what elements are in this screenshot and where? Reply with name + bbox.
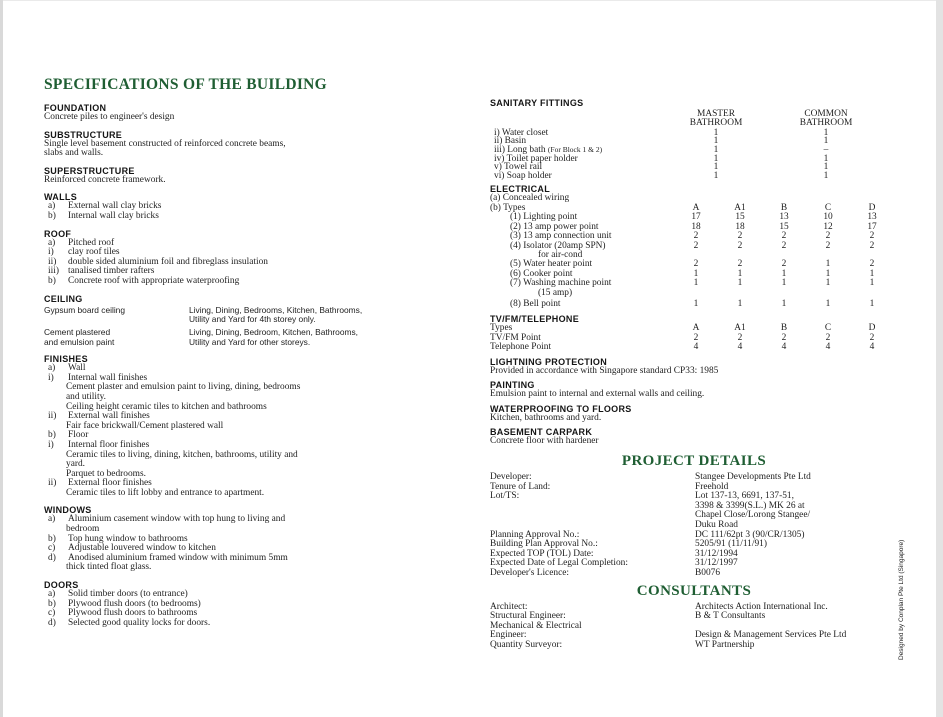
section-heading: SUBSTRUCTURE (44, 129, 123, 140)
list-item: ii) double sided aluminium foil and fibreglass insulation (48, 256, 268, 267)
section-heading: FINISHES (44, 354, 88, 365)
table-row: iii) Long bath (For Block 1 & 2) 1 – (494, 145, 829, 155)
left-gutter (0, 0, 3, 717)
substructure-section (44, 130, 454, 159)
list-item: yard. (66, 459, 86, 470)
section-heading: ELECTRICAL (490, 184, 550, 195)
carpark-section (490, 427, 898, 447)
list-item: i) clay roof tiles (48, 247, 120, 258)
section-heading: CEILING (44, 293, 83, 304)
project-details (490, 473, 898, 579)
detail-row: Planning Approval No.: DC 111/62pt 3 (90/CR/1305) (490, 529, 805, 540)
foundation-section (44, 103, 454, 123)
table-row: i) Water closet 1 1 (494, 127, 829, 138)
section-text: Concrete piles to engineer's design (44, 112, 175, 122)
detail-row: Developer's Licence: B0076 (490, 567, 721, 578)
table-row: (15 amp) (538, 287, 573, 298)
list-item: b) Top hung window to bathrooms (48, 533, 188, 544)
list-item: Ceiling height ceramic tiles to kitchen and bathrooms (66, 401, 267, 412)
section-heading: WALLS (44, 192, 77, 203)
table-row: for air-cond (538, 250, 583, 260)
project-details-title: PROJECT DETAILS (621, 453, 767, 470)
table-row: TV/FM Point 2 2 2 2 2 (490, 332, 875, 343)
section-heading: WINDOWS (44, 505, 92, 516)
section-heading: BASEMENT CARPARK (490, 427, 593, 438)
table-row: v) Towel rail 1 1 (494, 162, 829, 173)
list-item: ii) External floor finishes (48, 478, 152, 489)
table-row: vi) Soap holder 1 1 (494, 170, 829, 181)
detail-row: Structural Engineer: B & T Consultants (490, 611, 766, 622)
doors-section (44, 580, 454, 628)
detail-row: Expected TOP (TOL) Date: 31/12/1994 (490, 548, 738, 559)
lightning-section (490, 357, 898, 377)
finishes-section (44, 354, 454, 498)
section-heading: DOORS (44, 580, 79, 591)
list-item: b) Concrete roof with appropriate waterproofing (48, 275, 240, 286)
painting-section (490, 380, 898, 400)
table-row: (2) 13 amp power point 18 18 15 12 17 (510, 221, 877, 232)
list-item: and utility. (66, 391, 107, 402)
section-heading: SANITARY FITTINGS (490, 98, 584, 108)
section-text: Provided in accordance with Singapore standard CP33: 1985 (490, 365, 719, 376)
sanitary-section (490, 98, 898, 180)
list-item: d) Anodised aluminium framed window with minimum 5mm (48, 552, 288, 563)
consultants-list (490, 603, 898, 651)
right-edge (936, 0, 943, 717)
top-edge (0, 0, 943, 1)
windows-section (44, 505, 454, 573)
section-heading: PAINTING (490, 380, 535, 391)
superstructure-section (44, 166, 454, 186)
section-heading: TV/FM/TELEPHONE (490, 314, 580, 325)
section-heading: FOUNDATION (44, 103, 107, 113)
section-text: Reinforced concrete framework. (44, 174, 166, 185)
list-item: Fair face brickwall/Cement plastered wall (66, 420, 224, 431)
detail-row: Tenure of Land: Freehold (490, 481, 729, 492)
list-item: i) Internal wall finishes (48, 372, 148, 383)
table-row: (3) 13 amp connection unit 2 2 2 2 2 (510, 231, 875, 242)
section-heading: WATERPROOFING TO FLOORS (490, 403, 632, 414)
list-item: b) Floor (48, 430, 89, 441)
table-row: iv) Toilet paper holder 1 1 (494, 153, 829, 164)
list-item: b) Internal wall clay bricks (48, 210, 159, 221)
section-text: Concrete floor with hardener (490, 436, 599, 447)
table-row: (1) Lighting point 17 15 13 10 13 (510, 212, 877, 223)
tv-section (490, 314, 898, 352)
table-row: (4) Isolator (20amp SPN) 2 2 2 2 2 (510, 240, 875, 251)
detail-row: Developer: Stangee Developments Pte Ltd (490, 472, 811, 483)
section-heading: ROOF (44, 228, 72, 239)
walls-section (44, 192, 454, 221)
detail-row: Building Plan Approval No.: 5205/91 (11/11/91) (490, 539, 767, 550)
section-text: Single level basement constructed of reinforced concrete beams, (44, 138, 286, 149)
table-header-row: (b) Types A A1 B C D (490, 202, 876, 213)
roof-section (44, 229, 454, 287)
list-item: d) Selected good quality locks for doors. (48, 617, 211, 628)
detail-row: Architect: Architects Action International Inc. (490, 601, 828, 612)
list-item: Cement plaster and emulsion paint to living, dining, bedrooms (66, 382, 301, 393)
consultants-title: CONSULTANTS (636, 582, 752, 599)
list-item: thick tinted float glass. (66, 562, 152, 573)
list-item: c) Plywood flush doors to bathrooms (48, 608, 198, 619)
table-row: (8) Bell point 1 1 1 1 1 (510, 299, 875, 310)
list-item: c) Adjustable louvered window to kitchen (48, 543, 216, 554)
waterproofing-section (490, 404, 898, 424)
list-item: a) Aluminium casement window with top hung to living and (48, 514, 286, 525)
list-item: Ceramic tiles to lift lobby and entrance to apartment. (66, 487, 265, 498)
list-item: a) Pitched roof (48, 237, 115, 248)
table-row: (7) Washing machine point 1 1 1 1 1 (510, 278, 875, 289)
table-row: Telephone Point 4 4 4 4 4 (490, 342, 875, 353)
section-text: Emulsion paint to internal and external walls and ceiling. (490, 389, 705, 400)
right-column (490, 98, 898, 651)
left-column (44, 76, 454, 635)
list-item: iii) tanalised timber rafters (48, 266, 155, 277)
section-text: Kitchen, bathrooms and yard. (490, 412, 602, 423)
page-title: SPECIFICATIONS OF THE BUILDING (44, 76, 328, 93)
ceiling-row: Gypsum board ceiling Living, Dining, Bedrooms, Kitchen, Bathrooms, Utility and Yard for 4th storey only. (44, 304, 363, 324)
list-item: a) External wall clay bricks (48, 201, 162, 212)
table-row: (5) Water heater point 2 2 2 1 2 (510, 259, 875, 270)
list-item: i) Internal floor finishes (48, 439, 150, 450)
list-item: bedroom (66, 524, 100, 535)
detail-row: Lot/TS: Lot 137-13, 6691, 137-51, 3398 & 3399(S.L.) MK 26 at Chapel Close/Lorong Stangee/ Duku Road (490, 491, 811, 530)
designer-credit: Designed by Conplan Pte Ltd (Singapore) (898, 539, 905, 660)
section-text: slabs and walls. (44, 148, 104, 159)
table-row: ii) Basin 1 1 (494, 136, 829, 147)
table-row: (6) Cooker point 1 1 1 1 1 (510, 268, 875, 279)
list-item: b) Plywood flush doors (to bedrooms) (48, 598, 201, 609)
list-item: a) Wall (48, 363, 86, 374)
section-heading: LIGHTNING PROTECTION (490, 356, 607, 367)
detail-row: Expected Date of Legal Completion: 31/12/1997 (490, 558, 738, 569)
section-heading: SUPERSTRUCTURE (44, 165, 135, 176)
detail-row: Mechanical & Electrical Engineer: Design & Management Services Pte Ltd (490, 620, 847, 641)
electrical-section (490, 184, 898, 309)
section-text: (a) Concealed wiring (490, 193, 570, 204)
ceiling-row: Cement plastered and emulsion paint Living, Dining, Bedroom, Kitchen, Bathrooms, Utility and Yard for other storeys. (44, 327, 358, 347)
list-item: Parquet to bedrooms. (66, 468, 146, 479)
ceiling-section (44, 294, 454, 348)
detail-row: Quantity Surveyor: WT Partnership (490, 639, 755, 650)
list-item: Ceramic tiles to living, dining, kitchen, bathrooms, utility and (66, 449, 298, 460)
list-item: ii) External wall finishes (48, 411, 150, 422)
sanitary-column-headers: MASTER BATHROOM COMMON BATHROOM (689, 109, 853, 129)
list-item: a) Solid timber doors (to entrance) (48, 589, 188, 600)
table-header-row: Types A A1 B C D (490, 323, 876, 334)
